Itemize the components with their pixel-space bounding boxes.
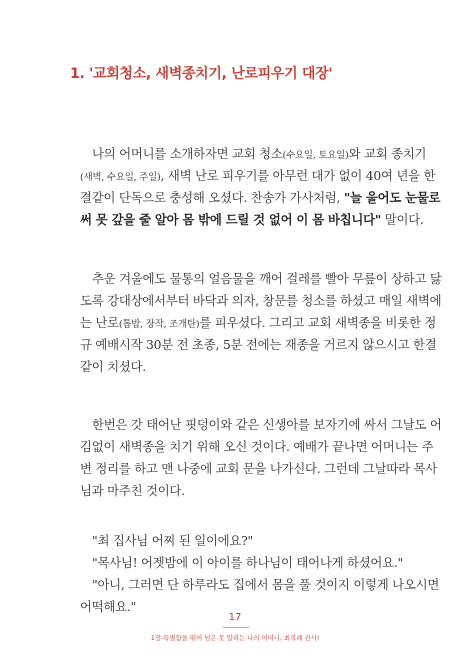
text-span: 와 교회 종치기 [348,146,427,161]
small-note: (수요일, 토요일) [282,150,349,161]
paragraph-2-line-1: 추운 겨울에도 물통의 얼음물을 깨어 걸레를 빨아 무릎이 상하고 닳 [92,271,442,286]
text-span: 는 난로 [80,315,119,330]
text-span: 를 피우셨다. 그리고 교회 새벽종을 비롯한 정 [199,315,437,330]
running-footer: 1장-특별함을 뛰어 넘은 못 말리는 나의 어머니, 최복례 권사! [150,634,320,642]
hymn-quote: "늘 울어도 눈물로 [343,190,441,205]
hymn-quote: 써 못 갚을 줄 알아 몸 밖에 드릴 것 없어 이 몸 바칩니다" [80,212,382,227]
paragraph-1-line-3 [80,188,440,206]
paragraph-1-line-1 [92,144,426,162]
text-span: 나의 어머니를 소개하자면 교회 청소 [92,146,283,161]
footer-divider [223,627,249,628]
paragraph-3-line-1: 한번은 갓 태어난 핏덩이와 같은 신생아를 보자기에 싸서 그날도 어 [92,417,442,432]
page-number: 17 [228,612,242,623]
paragraph-3-line-2: 김없이 새벽종을 치기 위해 오신 것이다. 예배가 끝나면 어머니는 주 [80,439,434,454]
text-span: , 새벽 난로 피우기를 아무런 대가 없이 40여 년을 한 [160,168,436,183]
paragraph-2-line-3 [80,313,436,331]
paragraph-2-line-4: 규 예배시작 30분 전 초종, 5분 전에는 재종을 거르지 않으시고 한결 [80,337,437,352]
text-span: 결같이 단독으로 충성해 오셨다. 찬송가 가사처럼, [80,190,344,205]
paragraph-3-line-4: 님과 마주친 것이다. [80,483,185,498]
paragraph-2-line-5: 같이 치셨다. [80,359,146,374]
text-span: 말이다. [381,212,424,227]
paragraph-3-line-3: 변 정리를 하고 맨 나중에 교회 문을 나가신다. 그런데 그날따라 목사 [80,461,437,476]
small-note: (톱밥, 장작, 조개탄) [118,319,200,330]
dialogue-line-2: "목사님! 어젯밤에 이 아이를 하나님이 태어나게 하셨어요." [92,555,403,570]
dialogue-line-1: "최 집사님 어찌 된 일이에요?" [92,533,253,548]
paragraph-1-line-4 [80,210,424,228]
dialogue-line-4: 어떡해요." [80,599,137,614]
section-heading: 1. '교회청소, 새벽종치기, 난로피우기 대장' [70,66,333,82]
small-note: (새벽, 수요일, 주일) [80,172,161,183]
paragraph-1-line-2 [80,166,435,184]
dialogue-line-3: "아니, 그러면 단 하루라도 집에서 몸을 풀 것이지 이렇게 나오시면 [92,577,440,592]
paragraph-2-line-2: 도록 강대상에서부터 바닥과 의자, 창문를 청소를 하셨고 매일 새벽에 [80,293,442,308]
